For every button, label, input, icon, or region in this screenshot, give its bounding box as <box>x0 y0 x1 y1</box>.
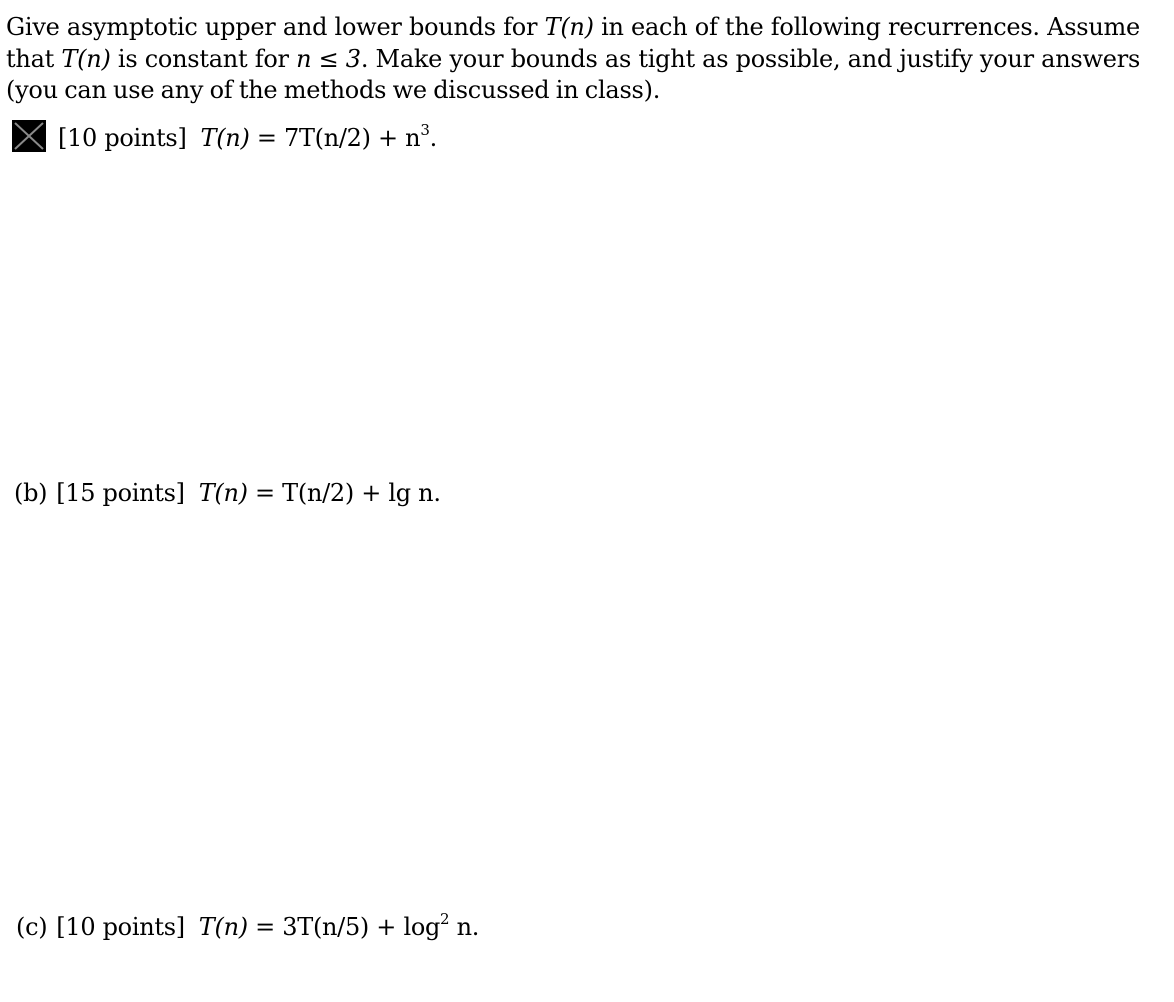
problem-a-recurrence <box>201 123 437 156</box>
instructions-text-2: in each of the following recurrences. Assume that <box>6 13 1141 73</box>
problem-a-lhs: T(n) <box>200 124 250 152</box>
problem-b-lhs: T(n) <box>198 479 248 507</box>
x-box-icon <box>12 120 46 152</box>
problem-c-rhs: = 3T(n/5) + log <box>247 913 441 941</box>
problem-b-tail: . <box>433 479 441 507</box>
problem-c-points: [10 points] <box>56 913 185 941</box>
problem-b-label: (b) <box>14 479 48 507</box>
instructions-math-t-of-n: T(n) <box>544 13 594 41</box>
problem-a-tail: . <box>429 124 437 152</box>
problem-c-label: (c) <box>16 913 48 941</box>
problem-c-tail: n. <box>449 913 480 941</box>
problem-b-rhs: = T(n/2) + lg n <box>247 479 434 507</box>
problem-a-rhs: = 7T(n/2) + n <box>249 124 421 152</box>
problem-c-exponent: 2 <box>440 910 450 928</box>
problem-a-exponent: 3 <box>420 121 430 139</box>
instructions-text-4: . Make your bounds as tight as possible, and justify your answers (you can use any of the methods we discussed in class). <box>6 44 1141 104</box>
instructions-text-1: Give asymptotic upper and lower bounds for <box>6 13 545 41</box>
problem-a <box>12 120 437 156</box>
problem-b-recurrence <box>199 478 441 508</box>
instructions-math-n-le-3: n ≤ 3 <box>296 44 361 73</box>
problem-b <box>14 478 441 508</box>
instructions-paragraph <box>6 12 1140 107</box>
problem-c <box>16 912 479 945</box>
instructions-text-3: is constant for <box>110 44 297 73</box>
problem-c-lhs: T(n) <box>198 913 248 941</box>
problem-c-recurrence <box>199 912 479 945</box>
problem-a-points: [10 points] <box>58 124 187 152</box>
instructions-math-t-of-n-2: T(n) <box>61 44 111 73</box>
problem-b-points: [15 points] <box>56 479 185 507</box>
